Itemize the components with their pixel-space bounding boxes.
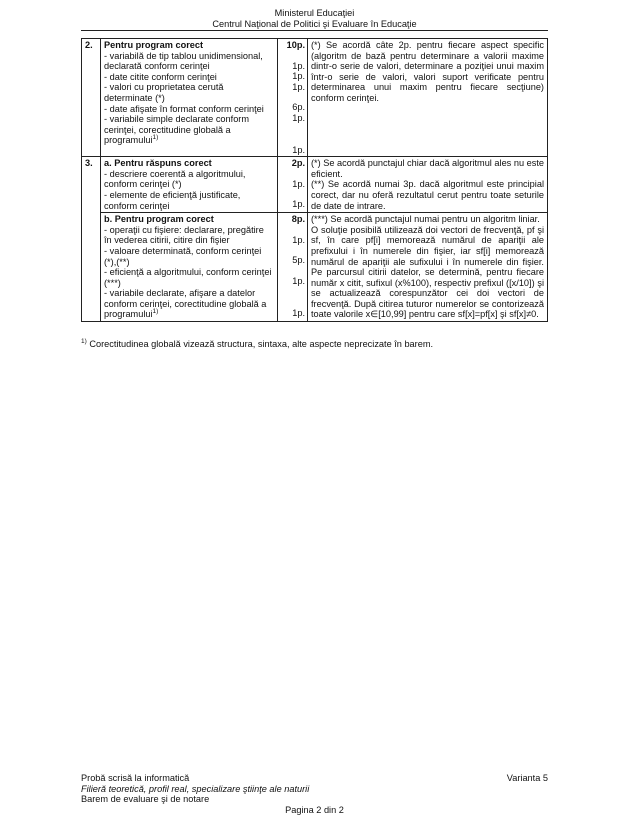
points-value: 1p.	[292, 112, 305, 123]
table-row	[82, 213, 548, 322]
points-total: 10p.	[286, 40, 305, 50]
points-cell	[278, 213, 308, 322]
page-number: Pagina 2 din 2	[285, 805, 344, 815]
points-value: 6p.	[292, 102, 305, 113]
criteria-item: - valoare determinată, conform cerinţei (*),(**)	[104, 245, 262, 267]
points-value: 1p.	[292, 71, 305, 82]
criteria-title: a. Pentru răspuns corect	[104, 158, 212, 169]
header-rule	[81, 30, 548, 31]
table-row	[82, 157, 548, 213]
points-value: 1p.	[292, 60, 305, 71]
footnote-text: Corectitudinea globală vizează structura, sintaxa, alte aspecte neprecizate în barem.	[89, 339, 434, 349]
criteria-item: - operaţii cu fişiere: declarare, pregătire în vederea citirii, citire din fişier	[104, 224, 264, 246]
footnote-marker: 1)	[152, 308, 159, 316]
criteria-title: b. Pentru program corect	[104, 214, 214, 225]
points-value: 1p.	[292, 178, 305, 189]
page-footer	[81, 773, 548, 805]
points-value: 1p.	[292, 144, 305, 155]
item-number: 3.	[82, 157, 101, 322]
points-value: 1p.	[292, 199, 305, 210]
criteria-item: - date citite conform cerinţei	[104, 71, 217, 82]
criteria-item: - variabilă de tip tablou unidimensional, declarată conform cerinţei	[104, 50, 263, 72]
criteria-item: - variabile declarate, afişare a datelor conform cerinţei, corectitudine globală a programului$^{1)}$	[104, 288, 267, 320]
points-cell	[278, 39, 308, 157]
criteria-cell	[101, 157, 278, 213]
note-text: O soluţie posibilă utilizează doi vectori de frecvenţă, pf şi sf, în care pf[i] memorează numărul de apariţii ale prefixului i în numerele din fişier, iar sf[i] memorează numărul de apariţii ale sufixului i în numerele din fişier. Pe parcursul citirii datelor, se determină, pentru fiecare număr x citit, sufixul (x%100), respectiv prefixul ([x/10]) şi se actualizează corespunzător cei doi vectori de frecvenţă. După citirea tuturor numerelor se contorizează toate valorile x∈[10,99] pentru care sf[x]=pf[x] şi sf[x]≠0.	[311, 224, 544, 320]
page-header	[0, 8, 629, 30]
subject-label: Probă scrisă la informatică	[81, 773, 190, 783]
criteria-item: - descriere coerentă a algoritmului, conform cerinţei (*)	[104, 168, 246, 190]
criteria-item: - date afişate în format conform cerinţei	[104, 103, 264, 114]
variant-label: Varianta 5	[506, 773, 548, 783]
document-label: Barem de evaluare şi de notare	[81, 794, 210, 805]
footnote	[81, 339, 548, 350]
footnote-marker: 1)	[81, 337, 87, 345]
ministry-name: Ministerul Educaţiei	[274, 8, 355, 18]
criteria-item: - elemente de eficienţă justificate, conform cerinţei	[104, 189, 241, 211]
center-name: Centrul Naţional de Politici şi Evaluare în Educaţie	[212, 18, 417, 29]
notes-cell	[308, 213, 548, 322]
criteria-title: Pentru program corect	[104, 40, 204, 50]
points-cell	[278, 157, 308, 213]
criteria-item: - eficienţă a algoritmului, conform cerinţei (***)	[104, 267, 272, 288]
note-text: (**) Se acordă numai 3p. dacă algoritmul este principial corect, dar nu oferă rezultatul cerut pentru toate seturile de date de intrare.	[311, 179, 544, 211]
points-total: 8p.	[291, 214, 305, 225]
points-value: 1p.	[292, 81, 305, 92]
points-value: 1p.	[292, 275, 305, 286]
track-label: Filieră teoretică, profil real, specializare ştiinţe ale naturii	[81, 783, 310, 794]
points-total: 2p.	[291, 158, 305, 169]
footnote-marker: 1)	[152, 134, 159, 142]
note-text: (***) Se acordă punctajul numai pentru un algoritm liniar.	[311, 214, 540, 225]
notes-cell: (*) Se acordă câte 2p. pentru fiecare aspect specific (algoritm de bază pentru determinare a valorii maxime dintr-o serie de valori, determinare a poziţiei unui maxim într-o serie de valori, valori suport verificate pentru determinarea unui maxim pentru fiecare secţiune) conform cerinţei.	[308, 39, 548, 157]
points-value: 5p.	[292, 255, 305, 266]
note-text: (*) Se acordă punctajul chiar dacă algoritmul ales nu este eficient.	[311, 158, 544, 179]
points-value: 1p.	[292, 234, 305, 245]
points-value: 1p.	[292, 307, 305, 318]
table-row	[82, 39, 548, 157]
criteria-item: - variabile simple declarate conform cerinţei, corectitudine globală a programului$^{1)}$	[104, 114, 250, 146]
criteria-cell	[101, 39, 278, 157]
criteria-cell	[101, 213, 278, 322]
item-number: 2.	[82, 39, 101, 157]
criteria-item: - valori cu proprietatea cerută determinate (*)	[104, 82, 224, 103]
notes-cell	[308, 157, 548, 213]
grading-table	[81, 38, 548, 322]
